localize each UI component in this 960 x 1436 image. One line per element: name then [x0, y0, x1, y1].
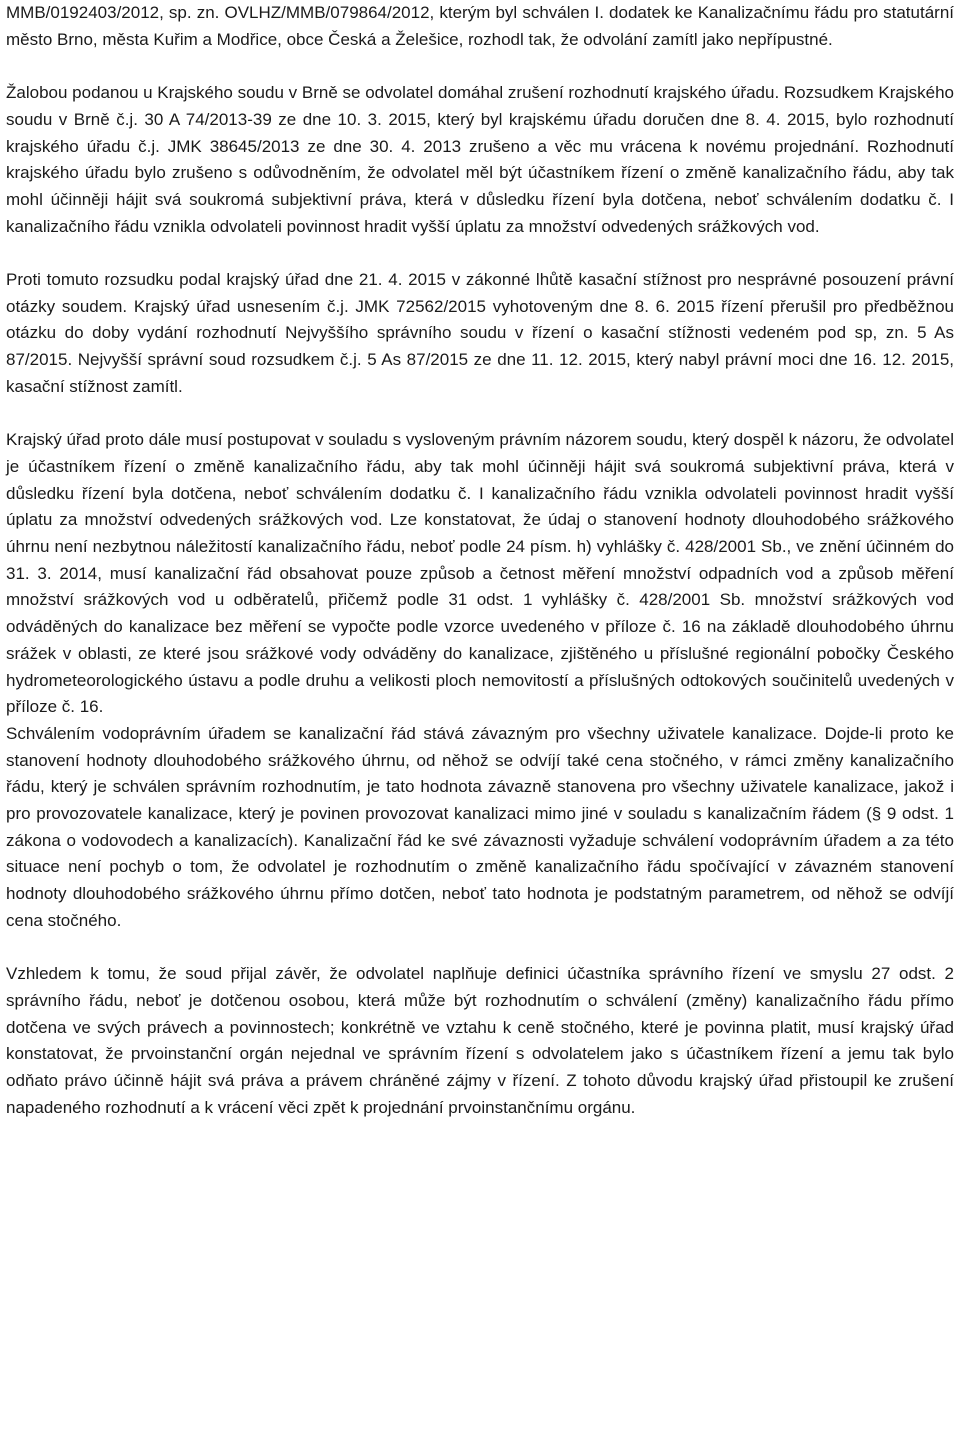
- document-page: [6, 0, 954, 1121]
- paragraph-6: Vzhledem k tomu, že soud přijal závěr, že odvolatel naplňuje definici účastníka správního řízení ve smyslu 27 odst. 2 správního řádu, neboť je dotčenou osobou, která může být rozhodnutím o schválení (změny) kanalizačního řádu přímo dotčena ve svých právech a povinnostech; konkrétně ve vztahu k ceně stočného, které je povinna platit, musí krajský úřad konstatovat, že prvoinstanční orgán nejednal ve správním řízení s odvolatelem jako s účastníkem řízení a jemu tak bylo odňato právo účinně hájit svá práva a právem chráněné zájmy v řízení. Z tohoto důvodu krajský úřad přistoupil ke zrušení napadeného rozhodnutí a k vrácení věci zpět k projednání prvoinstančnímu orgánu.: [6, 964, 954, 1117]
- paragraph-4: Krajský úřad proto dále musí postupovat v souladu s vysloveným právním názorem soudu, který dospěl k názoru, že odvolatel je účastníkem řízení o změně kanalizačního řádu, aby tak mohl účinněji hájit svá soukromá subjektivní práva, která v důsledku řízení byla dotčena, neboť schválením dodatku č. I kanalizačního řádu vznikla odvolateli povinnost hradit vyšší úplatu za množství odvedených srážkových vod. Lze konstatovat, že údaj o stanovení hodnoty dlouhodobého srážkového úhrnu není nezbytnou náležitostí kanalizačního řádu, neboť podle 24 písm. h) vyhlášky č. 428/2001 Sb., ve znění účinném do 31. 3. 2014, musí kanalizační řád obsahovat pouze způsob a četnost měření množství odpadních vod a způsob měření množství srážkových vod u odběratelů, přičemž podle 31 odst. 1 vyhlášky č. 428/2001 Sb. množství srážkových vod odváděných do kanalizace bez měření se vypočte podle vzorce uvedeného v příloze č. 16 na základě dlouhodobého úhrnu srážek v oblasti, ze které jsou srážkové vody odváděny do kanalizace, zjištěného u příslušné regionální pobočky Českého hydrometeorologického ústavu a podle druhu a velikosti ploch nemovitostí a příslušných odtokových součinitelů uvedených v příloze č. 16.: [6, 430, 954, 717]
- paragraph-2: Žalobou podanou u Krajského soudu v Brně se odvolatel domáhal zrušení rozhodnutí krajského úřadu. Rozsudkem Krajského soudu v Brně č.j. 30 A 74/2013-39 ze dne 10. 3. 2015, který byl krajskému úřadu doručen dne 8. 4. 2015, bylo rozhodnutí krajského úřadu č.j. JMK 38645/2013 ze dne 30. 4. 2013 zrušeno a věc mu vrácena k novému projednání. Rozhodnutí krajského úřadu bylo zrušeno s odůvodněním, že odvolatel měl být účastníkem řízení o změně kanalizačního řádu, aby tak mohl účinněji hájit svá soukromá subjektivní práva, která v důsledku řízení byla dotčena, neboť schválením dodatku č. I kanalizačního řádu vznikla odvolateli povinnost hradit vyšší úplatu za množství odvedených srážkových vod.: [6, 83, 954, 236]
- paragraph-3: Proti tomuto rozsudku podal krajský úřad dne 21. 4. 2015 v zákonné lhůtě kasační stížnost pro nesprávné posouzení právní otázky soudem. Krajský úřad usnesením č.j. JMK 72562/2015 vyhotoveným dne 8. 6. 2015 řízení přerušil pro předběžnou otázku do doby vydání rozhodnutí Nejvyššího správního soudu v řízení o kasační stížnosti vedeném pod sp, zn. 5 As 87/2015. Nejvyšší správní soud rozsudkem č.j. 5 As 87/2015 ze dne 11. 12. 2015, který nabyl právní moci dne 16. 12. 2015, kasační stížnost zamítl.: [6, 270, 954, 396]
- paragraph-gap: [6, 53, 954, 80]
- paragraph-5: Schválením vodoprávním úřadem se kanalizační řád stává závazným pro všechny uživatele kanalizace. Dojde-li proto ke stanovení hodnoty dlouhodobého srážkového úhrnu, od něhož se odvíjí také cena stočného, v rámci změny kanalizačního řádu, který je schválen správním rozhodnutím, je tato hodnota závazně stanovena pro všechny uživatele kanalizace, jakož i pro provozovatele kanalizace, který je povinen provozovat kanalizaci mimo jiné v souladu s kanalizačním řádem (§ 9 odst. 1 zákona o vodovodech a kanalizacích). Kanalizační řád ke své závaznosti vyžaduje schválení vodoprávním úřadem a za této situace není pochyb o tom, že odvolatel je rozhodnutím o změně kanalizačního řádu spočívající v závazném stanovení hodnoty dlouhodobého srážkového úhrnu přímo dotčen, neboť tato hodnota je podstatným parametrem, od něhož se odvíjí cena stočného.: [6, 723, 954, 930]
- paragraph-1: MMB/0192403/2012, sp. zn. OVLHZ/MMB/079864/2012, kterým byl schválen I. dodatek ke Kanalizačnímu řádu pro statutární město Brno, města Kuřim a Modřice, obce Česká a Želešice, rozhodl tak, že odvolání zamítl jako nepřípustné.: [6, 3, 954, 49]
- paragraph-gap: [6, 240, 954, 267]
- paragraph-gap: [6, 935, 954, 962]
- paragraph-gap: [6, 401, 954, 428]
